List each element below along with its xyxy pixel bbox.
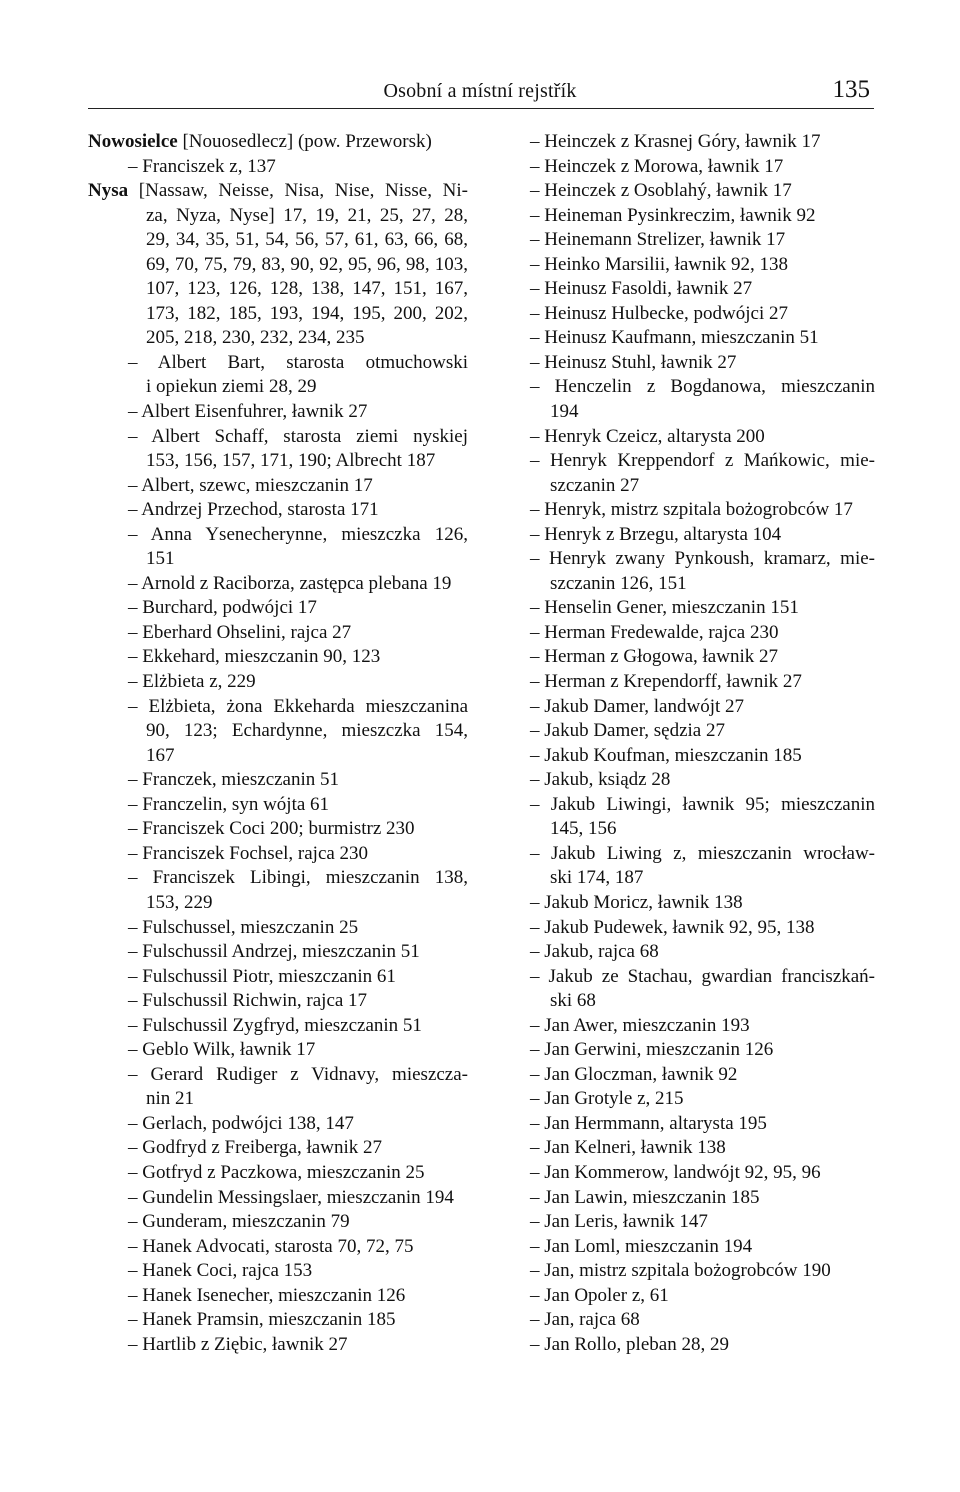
index-line-text: 194: [550, 401, 579, 423]
index-line: [88, 277, 468, 302]
index-line: [88, 425, 468, 450]
index-line-text: – Herman Fredewalde, rajca 230: [530, 621, 779, 643]
index-line: [88, 400, 468, 425]
index-line: [530, 326, 875, 351]
index-line-text: – Fulschussil Andrzej, mieszczanin 51: [128, 941, 420, 963]
index-line-text: – Franciszek Fochsel, rajca 230: [128, 842, 369, 864]
index-line-text: – Burchard, podwójci 17: [128, 597, 317, 619]
index-line-text: – Heinusz Fasoldi, ławnik 27: [530, 278, 753, 300]
index-line: [530, 940, 875, 965]
index-line: [530, 351, 875, 376]
index-line-text: – Jakub Damer, sędzia 27: [530, 720, 725, 742]
index-headword: Nysa: [88, 180, 129, 202]
index-line: [88, 621, 468, 646]
index-line-text: szczanin 126, 151: [550, 572, 687, 594]
index-line-text: 153, 156, 157, 171, 190; Albrecht 187: [146, 450, 436, 472]
index-line: [88, 817, 468, 842]
index-line-text: – Jan Hermmann, altarysta 195: [530, 1112, 767, 1134]
index-line-text: – Jakub Liwing z, mieszczanin wrocław-: [530, 842, 875, 864]
index-line-text: – Jan Kommerow, landwójt 92, 95, 96: [530, 1161, 821, 1183]
index-line: [88, 1063, 468, 1088]
index-line: [88, 1259, 468, 1284]
index-line-text: i opiekun ziemi 28, 29: [146, 376, 317, 398]
index-line-text: za, Nyza, Nyse] 17, 19, 21, 25, 27, 28,: [146, 204, 468, 226]
index-line-text: szczanin 27: [550, 474, 640, 496]
index-column-right: [530, 130, 875, 1357]
index-line-text: – Jan Loml, mieszczanin 194: [530, 1235, 753, 1257]
index-line-text: – Anna Ysenecherynne, mieszczka 126,: [128, 523, 468, 545]
index-line-text: – Jan Awer, mieszczanin 193: [530, 1014, 750, 1036]
index-line: [88, 179, 468, 204]
index-line-text: – Franciszek Coci 200; burmistrz 230: [128, 818, 415, 840]
index-line: [530, 1284, 875, 1309]
index-line-text: – Jakub Damer, landwójt 27: [530, 695, 745, 717]
index-line: [530, 498, 875, 523]
index-line-text: [Nouosedlecz] (pow. Przeworsk): [177, 131, 432, 152]
index-line-text: – Henczelin z Bogdanowa, mieszczanin: [530, 376, 875, 398]
index-line: [530, 989, 875, 1014]
index-line-text: – Herman z Głogowa, ławnik 27: [530, 646, 778, 668]
index-line-text: – Albert Schaff, starosta ziemi nyskiej: [128, 425, 468, 447]
index-line: [530, 130, 875, 155]
index-line-text: – Elżbieta, żona Ekkeharda mieszczanina: [128, 695, 468, 717]
index-line-text: 145, 156: [550, 818, 617, 840]
index-line-text: – Gerard Rudiger z Vidnavy, mieszcza-: [128, 1063, 468, 1085]
index-column-left: [88, 130, 468, 1357]
index-line: [530, 474, 875, 499]
index-line: [530, 1136, 875, 1161]
index-line-text: – Jan, rajca 68: [530, 1309, 640, 1331]
index-line-text: – Herman z Krependorff, ławnik 27: [530, 671, 802, 693]
index-line: [88, 1186, 468, 1211]
index-line: [88, 1210, 468, 1235]
index-line: [88, 1014, 468, 1039]
index-line-text: – Hanek Advocati, starosta 70, 72, 75: [128, 1235, 414, 1257]
index-line: [88, 326, 468, 351]
index-line-text: – Jakub Moricz, ławnik 138: [530, 891, 743, 913]
index-line-text: – Hanek Isenecher, mieszczanin 126: [128, 1284, 406, 1306]
index-line: [88, 474, 468, 499]
index-line: [530, 744, 875, 769]
index-line-text: – Heinczek z Morowa, ławnik 17: [530, 155, 784, 177]
index-line: [530, 621, 875, 646]
index-line: [88, 719, 468, 744]
index-line-text: 69, 70, 75, 79, 83, 90, 92, 95, 96, 98, 103,: [146, 253, 468, 275]
index-line-text: – Heinko Marsilii, ławnik 92, 138: [530, 253, 789, 275]
index-line-text: – Heineman Pysinkreczim, ławnik 92: [530, 204, 816, 226]
index-line-text: – Heinusz Kaufmann, mieszczanin 51: [530, 327, 819, 349]
index-line: [530, 375, 875, 400]
index-line-text: – Albert, szewc, mieszczanin 17: [128, 474, 373, 496]
index-line-text: ski 174, 187: [550, 867, 644, 889]
index-line: [88, 793, 468, 818]
index-line-text: – Jan Leris, ławnik 147: [530, 1211, 708, 1233]
index-line-text: – Heinusz Stuhl, ławnik 27: [530, 351, 737, 373]
index-line-text: – Fulschussil Piotr, mieszczanin 61: [128, 965, 396, 987]
page-number: 135: [832, 76, 870, 103]
index-line-text: – Franczek, mieszczanin 51: [128, 769, 340, 791]
index-line-text: – Gerlach, podwójci 138, 147: [128, 1112, 354, 1134]
index-line-text: – Jan Gloczman, ławnik 92: [530, 1063, 738, 1085]
index-line-text: – Jakub, rajca 68: [530, 941, 659, 963]
index-line-text: – Gundelin Messingslaer, mieszczanin 194: [128, 1186, 454, 1208]
index-line: [88, 498, 468, 523]
index-line: [88, 572, 468, 597]
index-line: [88, 842, 468, 867]
index-line: [88, 1087, 468, 1112]
index-line-text: ski 68: [550, 990, 596, 1012]
index-line: [530, 719, 875, 744]
index-line: [530, 1014, 875, 1039]
index-line-text: – Henryk z Brzegu, altarysta 104: [530, 523, 782, 545]
index-line: [530, 302, 875, 327]
index-line: [530, 400, 875, 425]
index-line: [530, 596, 875, 621]
index-line: [530, 1235, 875, 1260]
index-line: [530, 547, 875, 572]
index-line: [530, 449, 875, 474]
index-line-text: – Elżbieta z, 229: [128, 671, 256, 693]
index-line: [88, 547, 468, 572]
index-line-text: 167: [146, 744, 175, 766]
index-line-text: – Heinczek z Krasnej Góry, ławnik 17: [530, 131, 821, 152]
index-line-text: nin 21: [146, 1088, 195, 1110]
index-line: [88, 1284, 468, 1309]
index-line-text: 173, 182, 185, 193, 194, 195, 200, 202,: [146, 302, 468, 324]
index-line: [88, 302, 468, 327]
index-line: [88, 695, 468, 720]
index-line-text: – Henselin Gener, mieszczanin 151: [530, 597, 799, 619]
index-line: [530, 1063, 875, 1088]
index-line-text: 151: [146, 548, 175, 570]
index-line: [530, 1210, 875, 1235]
index-line: [530, 1038, 875, 1063]
running-header: [88, 76, 872, 108]
index-line-text: [Nassaw, Neisse, Nisa, Nise, Nisse, Ni-: [128, 180, 468, 202]
index-line: [88, 204, 468, 229]
index-line: [88, 1308, 468, 1333]
index-line: [88, 1136, 468, 1161]
header-rule: [88, 108, 874, 109]
index-line: [88, 1112, 468, 1137]
index-line-text: – Albert Eisenfuhrer, ławnik 27: [128, 401, 368, 423]
index-line-text: – Gotfryd z Paczkowa, mieszczanin 25: [128, 1161, 425, 1183]
index-line: [530, 1112, 875, 1137]
index-line: [530, 1259, 875, 1284]
index-line: [530, 866, 875, 891]
index-line-text: – Eberhard Ohselini, rajca 27: [128, 621, 352, 643]
index-line: [530, 695, 875, 720]
index-line: [530, 670, 875, 695]
index-line: [530, 793, 875, 818]
index-line-text: – Jan Grotyle z, 215: [530, 1088, 684, 1110]
index-line: [88, 253, 468, 278]
index-line: [88, 449, 468, 474]
index-line: [88, 670, 468, 695]
index-line-text: – Geblo Wilk, ławnik 17: [128, 1039, 316, 1061]
index-line: [88, 645, 468, 670]
index-line: [88, 989, 468, 1014]
index-line-text: – Franczelin, syn wójta 61: [128, 793, 330, 815]
index-line-text: – Jakub, ksiądz 28: [530, 769, 671, 791]
index-line: [530, 204, 875, 229]
index-line: [88, 940, 468, 965]
index-line: [88, 1235, 468, 1260]
index-line: [530, 1186, 875, 1211]
index-line-text: – Jakub Liwingi, ławnik 95; mieszczanin: [530, 793, 875, 815]
index-line: [530, 572, 875, 597]
index-line-text: – Andrzej Przechod, starosta 171: [128, 499, 379, 521]
index-line-text: – Jakub Koufman, mieszczanin 185: [530, 744, 802, 766]
index-line: [530, 228, 875, 253]
index-line-text: – Godfryd z Freiberga, ławnik 27: [128, 1137, 382, 1159]
index-line: [88, 375, 468, 400]
running-title: Osobní a místní rejstřík: [383, 80, 577, 102]
index-line-text: – Jan Gerwini, mieszczanin 126: [530, 1039, 774, 1061]
index-line-text: – Jan Rollo, pleban 28, 29: [530, 1333, 729, 1355]
index-line-text: – Heinczek z Osoblahý, ławnik 17: [530, 180, 792, 202]
index-line-text: – Jan, mistrz szpitala bożogrobców 190: [530, 1260, 831, 1282]
index-line-text: 153, 229: [146, 891, 213, 913]
index-line: [88, 744, 468, 769]
index-line-text: – Heinemann Strelizer, ławnik 17: [530, 229, 786, 251]
index-line: [530, 1087, 875, 1112]
index-headword: Nowosielce: [88, 131, 178, 152]
index-line: [530, 768, 875, 793]
index-line: [530, 842, 875, 867]
index-line-text: – Henryk Czeicz, altarysta 200: [530, 425, 765, 447]
index-line-text: – Ekkehard, mieszczanin 90, 123: [128, 646, 381, 668]
index-line: [530, 425, 875, 450]
index-line-text: – Fulschussel, mieszczanin 25: [128, 916, 359, 938]
index-line-text: – Arnold z Raciborza, zastępca plebana 19: [128, 572, 452, 594]
index-line: [88, 768, 468, 793]
index-line-text: 29, 34, 35, 51, 54, 56, 57, 61, 63, 66, 68,: [146, 229, 468, 251]
index-line: [530, 179, 875, 204]
index-line-text: – Franciszek Libingi, mieszczanin 138,: [128, 867, 468, 889]
index-line: [88, 1038, 468, 1063]
index-line: [88, 891, 468, 916]
index-line: [88, 228, 468, 253]
index-line: [530, 1333, 875, 1358]
index-line: [530, 253, 875, 278]
index-line: [88, 351, 468, 376]
index-line: [530, 277, 875, 302]
index-line-text: – Jakub ze Stachau, gwardian franciszkań-: [530, 965, 875, 987]
index-line: [88, 596, 468, 621]
index-line-text: – Albert Bart, starosta otmuchowski: [128, 351, 468, 373]
index-line: [88, 1333, 468, 1358]
index-line-text: – Henryk, mistrz szpitala bożogrobców 17: [530, 499, 853, 521]
index-line: [530, 1308, 875, 1333]
index-line-text: 90, 123; Echardynne, mieszczka 154,: [146, 720, 468, 742]
index-line-text: 205, 218, 230, 232, 234, 235: [146, 327, 365, 349]
index-line-text: – Henryk zwany Pynkoush, kramarz, mie-: [530, 548, 875, 570]
index-line-text: – Heinusz Hulbecke, podwójci 27: [530, 302, 789, 324]
index-line: [530, 817, 875, 842]
index-line: [88, 866, 468, 891]
index-line-text: – Hartlib z Ziębic, ławnik 27: [128, 1333, 348, 1355]
index-line-text: – Henryk Kreppendorf z Mańkowic, mie-: [530, 450, 875, 472]
index-line-text: – Hanek Coci, rajca 153: [128, 1260, 313, 1282]
index-line-text: – Jan Lawin, mieszczanin 185: [530, 1186, 760, 1208]
index-line: [88, 1161, 468, 1186]
index-line: [530, 916, 875, 941]
index-line-text: – Jakub Pudewek, ławnik 92, 95, 138: [530, 916, 815, 938]
index-line: [530, 645, 875, 670]
index-line: [88, 965, 468, 990]
index-line-text: – Fulschussil Zygfryd, mieszczanin 51: [128, 1014, 422, 1036]
index-line: [88, 523, 468, 548]
index-line-text: – Gunderam, mieszczanin 79: [128, 1211, 350, 1233]
index-line-text: – Jan Opoler z, 61: [530, 1284, 669, 1306]
index-line: [530, 891, 875, 916]
index-line: [530, 523, 875, 548]
index-line-text: – Fulschussil Richwin, rajca 17: [128, 990, 368, 1012]
index-line: [530, 965, 875, 990]
index-line: [88, 130, 468, 155]
index-line-text: 107, 123, 126, 128, 138, 147, 151, 167,: [146, 278, 468, 300]
index-line: [88, 155, 468, 180]
index-line-text: – Jan Kelneri, ławnik 138: [530, 1137, 726, 1159]
index-line: [530, 1161, 875, 1186]
index-line-text: – Hanek Pramsin, mieszczanin 185: [128, 1309, 396, 1331]
index-line: [530, 155, 875, 180]
index-line: [88, 916, 468, 941]
index-line-text: – Franciszek z, 137: [128, 155, 276, 177]
